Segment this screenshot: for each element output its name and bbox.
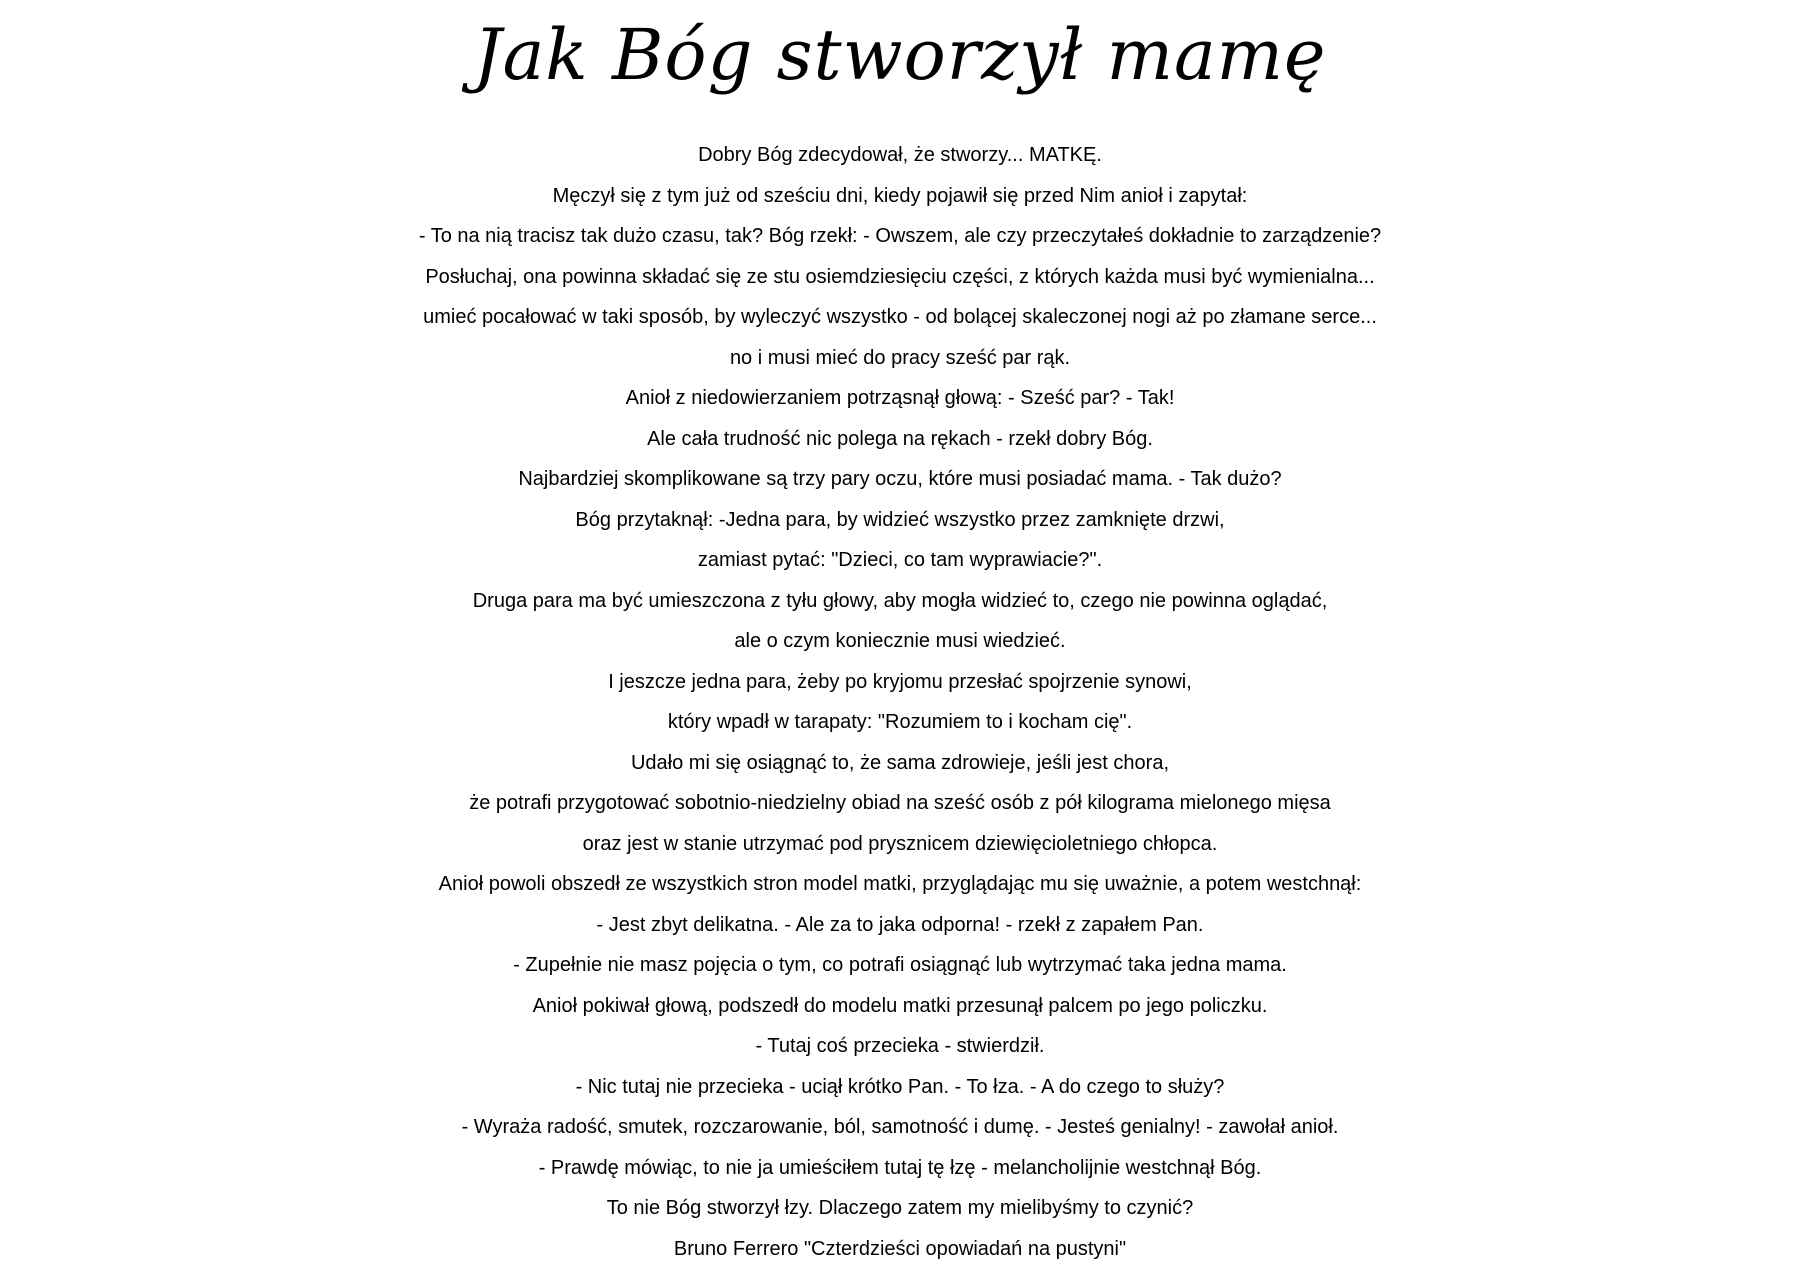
poem-line: Ale cała trudność nic polega na rękach - rzekł dobry Bóg. [647,427,1153,450]
poem-line: Najbardziej skomplikowane są trzy pary oczu, które musi posiadać mama. - Tak dużo? [518,468,1282,490]
poem-line: ale o czym koniecznie musi wiedzieć. [734,630,1066,652]
poem-line: Anioł powoli obszedł ze wszystkich stron model matki, przyglądając mu się uważnie, a potem westchnął: [438,873,1362,895]
poem-line: oraz jest w stanie utrzymać pod prysznicem dziewięcioletniego chłopca. [582,832,1218,855]
page-title: Jak Bóg stworzył mamę [473,14,1327,96]
poem-line: To nie Bóg stworzył łzy. Dlaczego zatem my mielibyśmy to czynić? [606,1197,1194,1219]
poem-line: - Wyraża radość, smutek, rozczarowanie, ból, samotność i dumę. - Jesteś genialny! - zawołał anioł. [461,1116,1339,1138]
poem-body [0,135,1800,1269]
poem-line: Dobry Bóg zdecydował, że stworzy... MATKĘ. [698,144,1102,166]
poem-line: który wpadł w tarapaty: "Rozumiem to i kocham cię". [667,711,1133,733]
poem-line: że potrafi przygotować sobotnio-niedzielny obiad na sześć osób z pół kilograma mielonego mięsa [469,792,1331,814]
poem-line: zamiast pytać: "Dzieci, co tam wyprawiacie?". [697,549,1103,571]
poem-line: - To na nią tracisz tak dużo czasu, tak? Bóg rzekł: - Owszem, ale czy przeczytałeś dokładnie to zarządzenie? [418,225,1382,247]
poem-line: - Nic tutaj nie przecieka - uciął krótko Pan. - To łza. - A do czego to służy? [575,1075,1225,1098]
poem-line: umieć pocałować w taki sposób, by wyleczyć wszystko - od bolącej skaleczonej nogi aż po złamane serce... [423,306,1377,328]
attribution: Bruno Ferrero "Czterdzieści opowiadań na pustyni" [673,1237,1127,1260]
poem-line: Druga para ma być umieszczona z tyłu głowy, aby mogła widzieć to, czego nie powinna oglądać, [472,589,1328,612]
poem-line: Anioł z niedowierzaniem potrząsnął głową: - Sześć par? - Tak! [625,387,1175,409]
poem-line: Udało mi się osiągnąć to, że sama zdrowieje, jeśli jest chora, [630,751,1170,774]
poem-line: Anioł pokiwał głową, podszedł do modelu matki przesunął palcem po jego policzku. [532,994,1268,1017]
poem-line: Bóg przytaknął: -Jedna para, by widzieć wszystko przez zamknięte drzwi, [575,508,1225,531]
poem-line: - Jest zbyt delikatna. - Ale za to jaka odporna! - rzekł z zapałem Pan. [596,913,1204,936]
poem-line: no i musi mieć do pracy sześć par rąk. [729,346,1071,369]
poem-line: Męczył się z tym już od sześciu dni, kiedy pojawił się przed Nim anioł i zapytał: [552,184,1248,207]
poem-line: Posłuchaj, ona powinna składać się ze stu osiemdziesięciu części, z których każda musi być wymienialna... [425,265,1375,288]
poem-line: I jeszcze jedna para, żeby po kryjomu przesłać spojrzenie synowi, [608,670,1192,693]
poem-line: - Tutaj coś przecieka - stwierdził. [755,1035,1045,1057]
poem-line: - Zupełnie nie masz pojęcia o tym, co potrafi osiągnąć lub wytrzymać taka jedna mama. [513,954,1287,976]
poem-line: - Prawdę mówiąc, to nie ja umieściłem tutaj tę łzę - melancholijnie westchnął Bóg. [538,1156,1262,1179]
